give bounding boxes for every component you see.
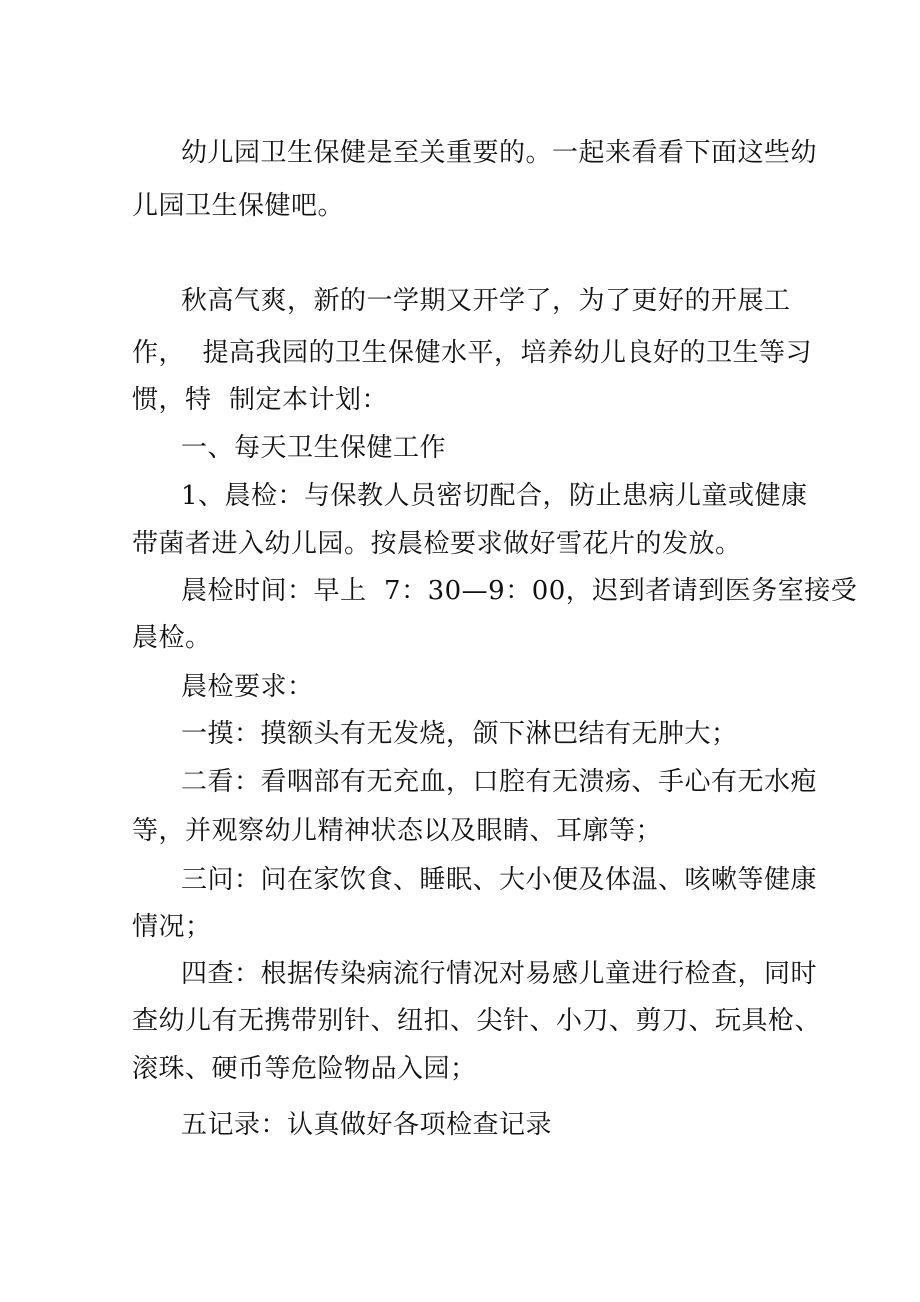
item1-line-2: 带菌者进入幼儿园。按晨检要求做好雪花片的发放。 xyxy=(132,529,742,559)
check-line-3: 滚珠、硬币等危险物品入园； xyxy=(132,1054,477,1084)
record-line: 五记录：认真做好各项检查记录 xyxy=(181,1110,553,1140)
time-line-1: 晨检时间：早上 7：30—9：00，迟到者请到医务室接受 xyxy=(181,576,858,606)
section-title: 一、每天卫生保健工作 xyxy=(181,433,447,463)
preface-line-3: 惯，特 制定本计划： xyxy=(132,385,389,415)
requirements-label: 晨检要求： xyxy=(181,672,314,702)
check-line-2: 查幼儿有无携带别针、纽扣、尖针、小刀、剪刀、玩具枪、 xyxy=(132,1006,822,1036)
look-line-1: 二看：看咽部有无充血，口腔有无溃疡、手心有无水疱 xyxy=(181,767,818,797)
check-line-1: 四查：根据传染病流行情况对易感儿童进行检查，同时 xyxy=(181,959,818,989)
ask-line-2: 情况； xyxy=(132,912,212,942)
preface-line-1: 秋高气爽，新的一学期又开学了，为了更好的开展工 xyxy=(181,286,791,316)
item1-line-1: 1、晨检：与保教人员密切配合，防止患病儿童或健康 xyxy=(181,481,808,511)
intro-line-1: 幼儿园卫生保健是至关重要的。一起来看看下面这些幼 xyxy=(181,138,818,168)
time-line-2: 晨检。 xyxy=(132,623,212,653)
intro-line-2: 儿园卫生保健吧。 xyxy=(132,191,345,221)
preface-line-2: 作， 提高我园的卫生保健水平，培养幼儿良好的卫生等习 xyxy=(132,338,813,368)
touch-line: 一摸：摸额头有无发烧，颌下淋巴结有无肿大； xyxy=(181,719,738,749)
look-line-2: 等，并观察幼儿精神状态以及眼睛、耳廓等； xyxy=(132,816,663,846)
ask-line-1: 三问：问在家饮食、睡眠、大小便及体温、咳嗽等健康 xyxy=(181,865,818,895)
